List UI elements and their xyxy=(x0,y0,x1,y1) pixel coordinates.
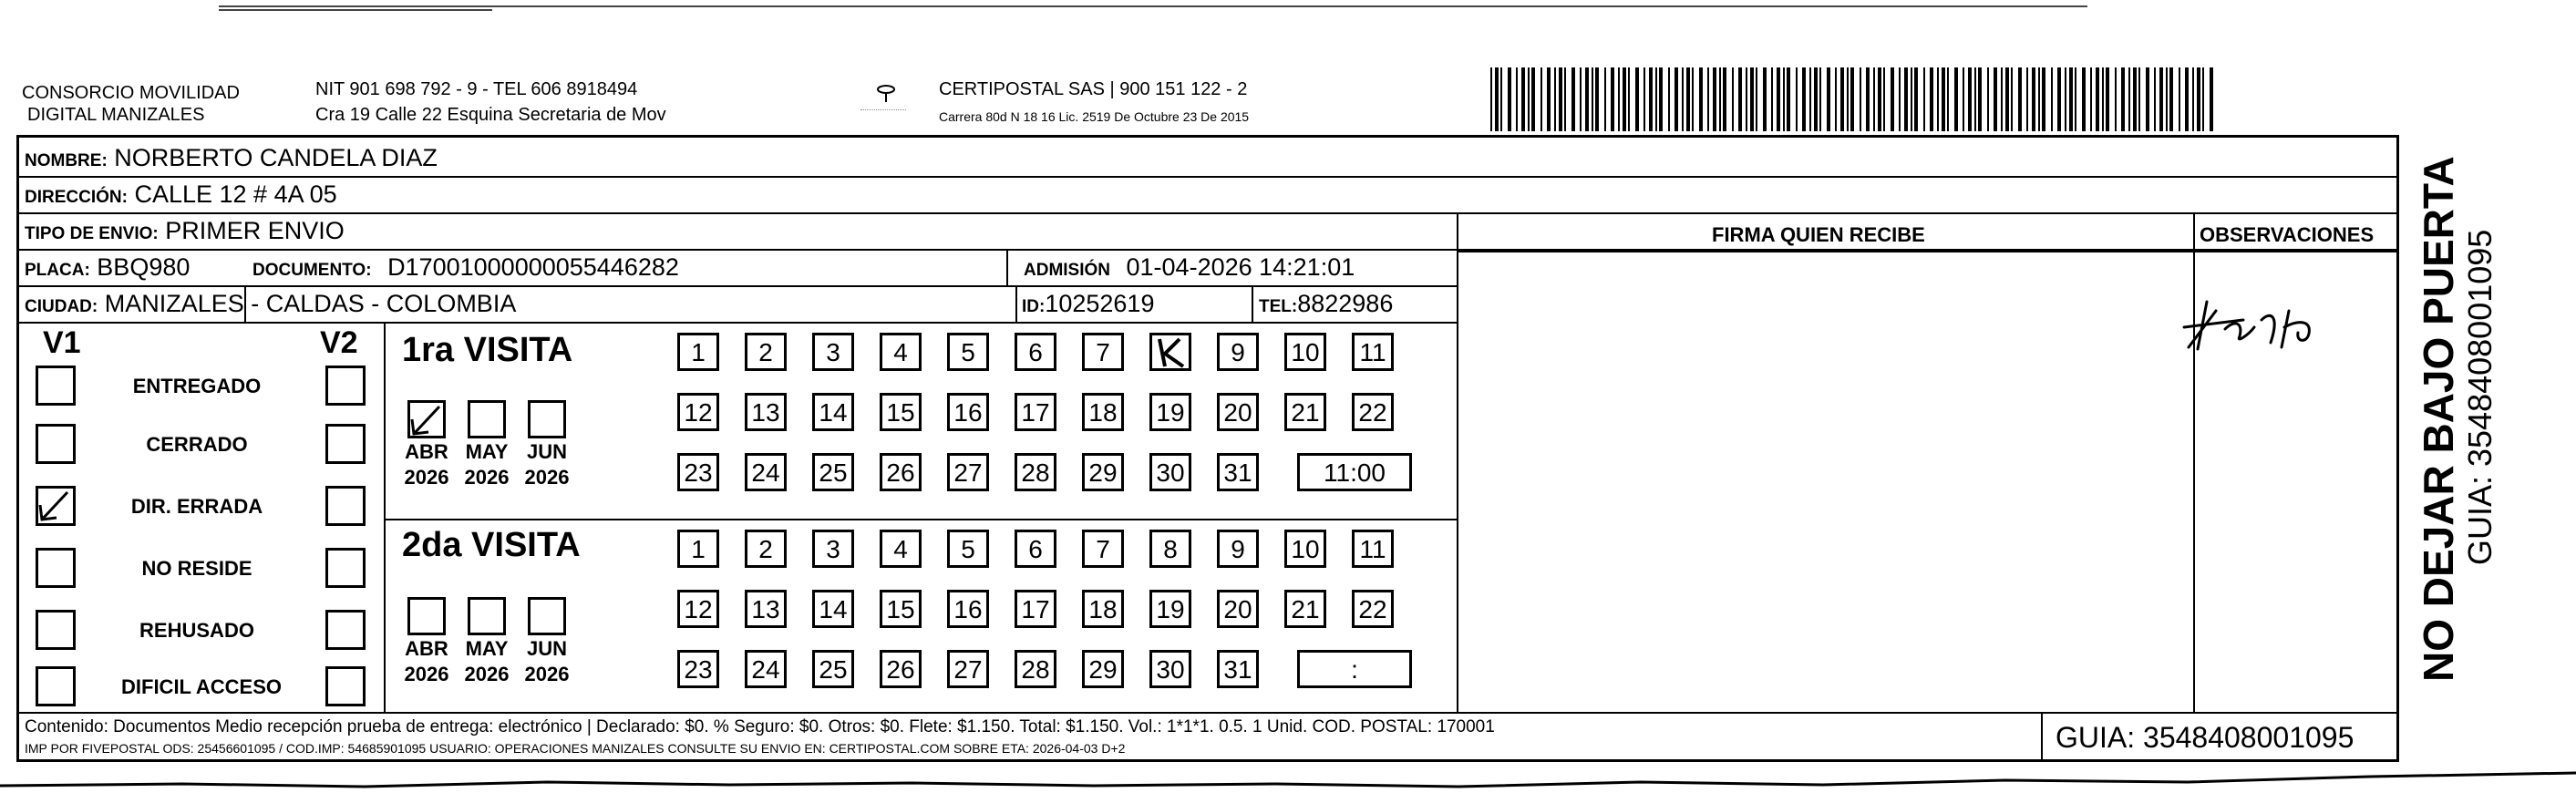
barcode-bar xyxy=(1899,67,1901,131)
barcode-bar xyxy=(1914,67,1918,131)
barcode-bar xyxy=(2185,67,2189,131)
top-rule xyxy=(219,5,2087,7)
day-box[interactable]: 20 xyxy=(1217,393,1259,431)
barcode-bar xyxy=(1585,67,1589,131)
barcode-bar xyxy=(2128,67,2130,131)
v1-checkbox[interactable] xyxy=(36,666,76,706)
barcode-bar xyxy=(2038,67,2040,131)
day-box[interactable]: 15 xyxy=(880,393,922,431)
day-box[interactable]: 19 xyxy=(1149,393,1191,431)
barcode-bar xyxy=(2146,67,2149,131)
day-box[interactable]: 29 xyxy=(1082,650,1124,688)
barcode-bar xyxy=(1571,67,1575,131)
day-box[interactable]: 4 xyxy=(880,530,922,568)
day-box[interactable]: 15 xyxy=(880,590,922,628)
barcode-bar xyxy=(2051,67,2053,131)
barcode-bar xyxy=(1531,67,1535,131)
company-name-line2: DIGITAL MANIZALES xyxy=(27,105,205,125)
barcode-bar xyxy=(1819,67,1821,131)
direccion-field xyxy=(25,180,337,212)
barcode-bar xyxy=(1490,67,1492,131)
month-label: JUN xyxy=(526,440,567,463)
day-box[interactable]: 9 xyxy=(1217,530,1259,568)
day-box[interactable]: 17 xyxy=(1015,393,1056,431)
direccion-label: DIRECCIÓN: xyxy=(25,188,128,207)
day-box[interactable]: 4 xyxy=(880,333,922,371)
barcode-bar xyxy=(1713,67,1716,131)
barcode-bar xyxy=(1559,67,1562,131)
barcode-bar xyxy=(1974,67,1976,131)
day-box[interactable]: 1 xyxy=(677,530,719,568)
delivery-form xyxy=(16,135,2399,762)
v2-checkbox[interactable] xyxy=(325,548,366,588)
day-box[interactable]: 25 xyxy=(812,650,854,688)
month-checkbox[interactable] xyxy=(407,400,446,438)
day-box[interactable]: 22 xyxy=(1352,393,1394,431)
barcode-bar xyxy=(2133,67,2137,131)
day-box[interactable]: 23 xyxy=(677,650,719,688)
day-box[interactable]: 3 xyxy=(812,530,854,568)
month-year: 2026 xyxy=(524,663,570,685)
day-box[interactable]: 10 xyxy=(1284,530,1326,568)
day-box[interactable]: 1 xyxy=(677,333,719,371)
tel-label: TEL: xyxy=(1259,297,1298,316)
month-checkbox[interactable] xyxy=(528,597,566,635)
day-box[interactable]: 2 xyxy=(745,333,787,371)
day-box[interactable]: 31 xyxy=(1217,650,1259,688)
nombre-value: NORBERTO CANDELA DIAZ xyxy=(114,144,438,171)
day-box[interactable]: 31 xyxy=(1217,453,1259,491)
day-box[interactable]: 7 xyxy=(1082,333,1124,371)
barcode-bar xyxy=(2169,67,2173,131)
barcode-bar xyxy=(1723,67,1726,131)
v1-header: V1 xyxy=(43,325,81,360)
barcode-bar xyxy=(1528,67,1530,131)
barcode-bar xyxy=(1686,67,1690,131)
courier-name: CERTIPOSTAL SAS | 900 151 122 - 2 xyxy=(939,79,1248,99)
documento-field xyxy=(252,252,679,285)
status-label: NO RESIDE xyxy=(141,557,252,580)
top-rule-short xyxy=(219,9,492,11)
day-box[interactable]: 28 xyxy=(1015,453,1056,491)
direccion-value: CALLE 12 # 4A 05 xyxy=(134,180,337,208)
time-box[interactable]: 11:00 xyxy=(1297,453,1412,491)
nombre-label: NOMBRE: xyxy=(25,151,108,170)
barcode-bar xyxy=(1891,67,1894,131)
barcode-bar xyxy=(1649,67,1653,131)
admision-label: ADMISIÓN xyxy=(1024,261,1110,280)
handwritten-signature xyxy=(2179,293,2362,356)
barcode-bar xyxy=(2082,67,2086,131)
day-box[interactable]: 30 xyxy=(1149,650,1191,688)
day-box[interactable]: 26 xyxy=(880,453,922,491)
barcode-bar xyxy=(1954,67,1958,131)
ciudad-label: CIUDAD: xyxy=(25,297,98,316)
barcode-bar xyxy=(2106,67,2109,131)
barcode-bar xyxy=(1930,67,1933,131)
v2-checkbox[interactable] xyxy=(325,610,366,650)
side-warning-text: NO DEJAR BAJO PUERTA xyxy=(2415,156,2462,682)
v2-header: V2 xyxy=(320,325,358,360)
barcode-bar xyxy=(1866,67,1870,131)
ciudad-field xyxy=(25,289,516,322)
day-box[interactable]: 12 xyxy=(677,590,719,628)
barcode-bar xyxy=(1635,67,1639,131)
courier-logo-text xyxy=(860,109,906,116)
barcode-bar xyxy=(2026,67,2028,131)
v2-checkbox[interactable] xyxy=(325,666,366,706)
placa-field xyxy=(25,252,190,285)
barcode-bar xyxy=(1521,67,1525,131)
footer-guia-box: GUIA: 3548408001095 xyxy=(2056,721,2354,754)
day-box[interactable]: 26 xyxy=(880,650,922,688)
firma-header: FIRMA QUIEN RECIBE xyxy=(1712,223,1925,246)
month-label: MAY xyxy=(465,637,509,660)
barcode-bar xyxy=(1994,67,1997,131)
barcode-bar xyxy=(1847,67,1849,131)
barcode-bar xyxy=(2197,67,2200,131)
month-label: JUN xyxy=(526,637,567,660)
barcode-bar xyxy=(2011,67,2013,131)
day-box[interactable]: 10 xyxy=(1284,333,1326,371)
barcode-bar xyxy=(1850,67,1854,131)
barcode-bar xyxy=(1668,67,1670,131)
barcode-bar xyxy=(2154,67,2156,131)
month-year: 2026 xyxy=(404,466,449,489)
day-box[interactable]: 18 xyxy=(1082,393,1124,431)
documento-value: D17001000000055446282 xyxy=(387,253,679,281)
barcode-bar xyxy=(2138,67,2140,131)
barcode-bar xyxy=(1554,67,1556,131)
barcode-bar xyxy=(1655,67,1657,131)
footer-print-line: IMP POR FIVEPOSTAL ODS: 25456601095 / COD.IMP: 54685901095 USUARIO: OPERACIONES MANIZALES CONSULTE SU ENVIO EN: CERTIPOSTAL.COM SOBRE ETA: 2026-04-03 D+2 xyxy=(25,741,1126,756)
day-box[interactable]: 23 xyxy=(677,453,719,491)
observaciones-header: OBSERVACIONES xyxy=(2200,223,2375,246)
month-checkbox[interactable] xyxy=(528,400,566,438)
tipo-envio-field xyxy=(25,216,345,249)
barcode-bar xyxy=(1796,67,1798,131)
barcode-bar xyxy=(1978,67,1982,131)
barcode-bar xyxy=(1802,67,1806,131)
barcode-bar xyxy=(2018,67,2022,131)
barcode-bar xyxy=(1835,67,1837,131)
day-box[interactable]: 30 xyxy=(1149,453,1191,491)
barcode-bar xyxy=(1947,67,1949,131)
barcode-bar xyxy=(2005,67,2009,131)
barcode-bar xyxy=(1860,67,1861,131)
status-label: CERRADO xyxy=(146,433,248,456)
barcode-bar xyxy=(1904,67,1908,131)
barcode-bar xyxy=(1508,67,1511,131)
barcode-bar xyxy=(2032,67,2035,131)
day-box[interactable]: 19 xyxy=(1149,590,1191,628)
barcode-bar xyxy=(1738,67,1742,131)
barcode-bar xyxy=(2096,67,2099,131)
barcode-bar xyxy=(1699,67,1703,131)
barcode-bar xyxy=(1756,67,1757,131)
day-box[interactable]: 28 xyxy=(1015,650,1056,688)
v2-checkbox[interactable] xyxy=(325,424,366,464)
barcode-bar xyxy=(2065,67,2066,131)
month-label: ABR xyxy=(405,440,448,463)
barcode-bar xyxy=(2192,67,2194,131)
barcode-bar xyxy=(1659,67,1663,131)
barcode-bar xyxy=(2179,67,2180,131)
barcode-bar xyxy=(1963,67,1964,131)
day-box[interactable]: 17 xyxy=(1015,590,1056,628)
barcode-bar xyxy=(2102,67,2104,131)
barcode-bar xyxy=(1987,67,1989,131)
footer-contents-line: Contenido: Documentos Medio recepción prueba de entrega: electrónico | Declarado: $0. % Seguro: $0. Otros: $0. Flete: $1.150. Total: $1.150. Vol.: 1*1*1. 0.5. 1 Unid. COD. POSTAL: 170001 xyxy=(25,717,1495,736)
day-box[interactable]: 18 xyxy=(1082,590,1124,628)
barcode-bar xyxy=(1771,67,1773,131)
barcode-bar xyxy=(1643,67,1645,131)
barcode-bar xyxy=(1827,67,1830,131)
barcode-bar xyxy=(1746,67,1747,131)
side-guia-text: GUIA: 3548408001095 xyxy=(2461,229,2499,565)
day-box[interactable]: 9 xyxy=(1217,333,1259,371)
nit-line: NIT 901 698 792 - 9 - TEL 606 8918494 xyxy=(315,79,638,99)
barcode-bar xyxy=(2166,67,2168,131)
day-box[interactable]: 16 xyxy=(947,590,989,628)
day-box[interactable]: 27 xyxy=(947,453,989,491)
barcode-bar xyxy=(1592,67,1593,131)
barcode-bar xyxy=(1873,67,1875,131)
barcode-bar xyxy=(2210,67,2213,131)
day-box[interactable]: 6 xyxy=(1015,333,1056,371)
address-line: Cra 19 Calle 22 Esquina Secretaria de Mov xyxy=(315,105,666,125)
day-box[interactable]: 21 xyxy=(1284,393,1326,431)
barcode-bar xyxy=(1495,67,1499,131)
day-box[interactable]: 25 xyxy=(812,453,854,491)
barcode-bar xyxy=(1942,67,1945,131)
month-year: 2026 xyxy=(524,466,570,489)
barcode-bar xyxy=(1674,67,1678,131)
day-box[interactable]: 24 xyxy=(745,453,787,491)
barcode-bar xyxy=(1540,67,1542,131)
barcode-bar xyxy=(1618,67,1620,131)
day-box[interactable]: 6 xyxy=(1015,530,1056,568)
barcode-bar xyxy=(1777,67,1780,131)
placa-label: PLACA: xyxy=(25,261,90,280)
time-box[interactable]: : xyxy=(1297,650,1412,688)
day-box[interactable]: 7 xyxy=(1082,530,1124,568)
barcode-bar xyxy=(1604,67,1606,131)
admision-field xyxy=(1024,252,1355,285)
month-label: MAY xyxy=(465,440,509,463)
day-box[interactable]: 13 xyxy=(745,393,787,431)
barcode-bar xyxy=(1911,67,1912,131)
day-box[interactable]: 16 xyxy=(947,393,989,431)
day-box[interactable]: 11 xyxy=(1352,530,1394,568)
barcode-bar xyxy=(1707,67,1709,131)
barcode-bar xyxy=(1937,67,1939,131)
barcode-bar xyxy=(1564,67,1566,131)
torn-edge xyxy=(0,771,2576,793)
barcode-bar xyxy=(1580,67,1582,131)
day-box[interactable]: 22 xyxy=(1352,590,1394,628)
barcode-bar xyxy=(2159,67,2163,131)
day-box[interactable]: 14 xyxy=(812,393,854,431)
courier-logo-icon xyxy=(875,84,897,108)
placa-value: BBQ980 xyxy=(97,253,191,281)
ciudad-value: MANIZALES - CALDAS - COLOMBIA xyxy=(104,290,517,317)
barcode-bar xyxy=(2069,67,2073,131)
day-box[interactable]: 24 xyxy=(745,650,787,688)
documento-label: DOCUMENTO: xyxy=(252,261,372,280)
day-box[interactable]: 13 xyxy=(745,590,787,628)
nombre-field xyxy=(25,143,438,176)
month-year: 2026 xyxy=(464,663,510,685)
status-label: ENTREGADO xyxy=(132,375,262,397)
barcode-bar xyxy=(1611,67,1614,131)
day-box[interactable]: 8 xyxy=(1149,530,1191,568)
barcode-bar xyxy=(1750,67,1754,131)
status-label: DIR. ERRADA xyxy=(130,495,263,518)
tel-value: 8822986 xyxy=(1297,290,1394,317)
id-label: ID: xyxy=(1022,297,1046,316)
v2-checkbox[interactable] xyxy=(325,366,366,406)
month-checkbox[interactable] xyxy=(468,400,506,438)
barcode xyxy=(1490,67,2220,131)
status-label: DIFICIL ACCESO xyxy=(121,675,283,698)
barcode-bar xyxy=(1732,67,1734,131)
second-visit-title: 2da VISITA xyxy=(402,526,581,564)
barcode-bar xyxy=(1883,67,1885,131)
day-box[interactable]: 5 xyxy=(947,530,989,568)
day-box[interactable]: 27 xyxy=(947,650,989,688)
barcode-bar xyxy=(1809,67,1811,131)
barcode-bar xyxy=(2057,67,2061,131)
day-box[interactable]: 21 xyxy=(1284,590,1326,628)
barcode-bar xyxy=(1814,67,1818,131)
tel-field xyxy=(1259,289,1393,322)
day-box[interactable]: 3 xyxy=(812,333,854,371)
admision-value: 01-04-2026 14:21:01 xyxy=(1126,253,1355,281)
barcode-bar xyxy=(2001,67,2003,131)
barcode-bar xyxy=(1787,67,1790,131)
day-box[interactable]: 12 xyxy=(677,393,719,431)
company-name-line1: CONSORCIO MOVILIDAD xyxy=(22,83,240,103)
barcode-bar xyxy=(1682,67,1684,131)
barcode-bar xyxy=(1692,67,1694,131)
day-box[interactable]: 2 xyxy=(745,530,787,568)
barcode-bar xyxy=(1595,67,1599,131)
month-checkbox[interactable] xyxy=(468,597,506,635)
day-box[interactable]: 5 xyxy=(947,333,989,371)
barcode-bar xyxy=(2042,67,2045,131)
day-box[interactable]: 11 xyxy=(1352,333,1394,371)
day-box[interactable]: 14 xyxy=(812,590,854,628)
barcode-bar xyxy=(1719,67,1721,131)
id-field xyxy=(1022,289,1154,322)
month-year: 2026 xyxy=(464,466,510,489)
month-year: 2026 xyxy=(404,663,449,685)
barcode-bar xyxy=(2202,67,2204,131)
courier-address: Carrera 80d N 18 16 Lic. 2519 De Octubre 23 De 2015 xyxy=(939,109,1250,124)
barcode-bar xyxy=(1547,67,1551,131)
barcode-bar xyxy=(2090,67,2092,131)
barcode-bar xyxy=(2115,67,2117,131)
barcode-bar xyxy=(2075,67,2076,131)
barcode-bar xyxy=(1763,67,1767,131)
barcode-bar xyxy=(1968,67,1972,131)
day-box[interactable]: 20 xyxy=(1217,590,1259,628)
day-box[interactable]: 29 xyxy=(1082,453,1124,491)
day-box[interactable] xyxy=(1149,333,1191,371)
barcode-bar xyxy=(1628,67,1630,131)
id-value: 10252619 xyxy=(1045,290,1155,317)
barcode-bar xyxy=(2121,67,2125,131)
barcode-bar xyxy=(1840,67,1844,131)
status-label: REHUSADO xyxy=(139,619,254,642)
month-label: ABR xyxy=(405,637,448,660)
month-checkbox[interactable] xyxy=(407,597,446,635)
barcode-bar xyxy=(1623,67,1626,131)
barcode-bar xyxy=(1783,67,1785,131)
v2-checkbox[interactable] xyxy=(325,486,366,526)
tipo-envio-label: TIPO DE ENVIO: xyxy=(25,224,159,243)
barcode-bar xyxy=(1923,67,1925,131)
barcode-bar xyxy=(1878,67,1881,131)
first-visit-title: 1ra VISITA xyxy=(402,331,573,369)
barcode-bar xyxy=(1516,67,1518,131)
barcode-bar xyxy=(1500,67,1502,131)
tipo-envio-value: PRIMER ENVIO xyxy=(165,217,345,244)
